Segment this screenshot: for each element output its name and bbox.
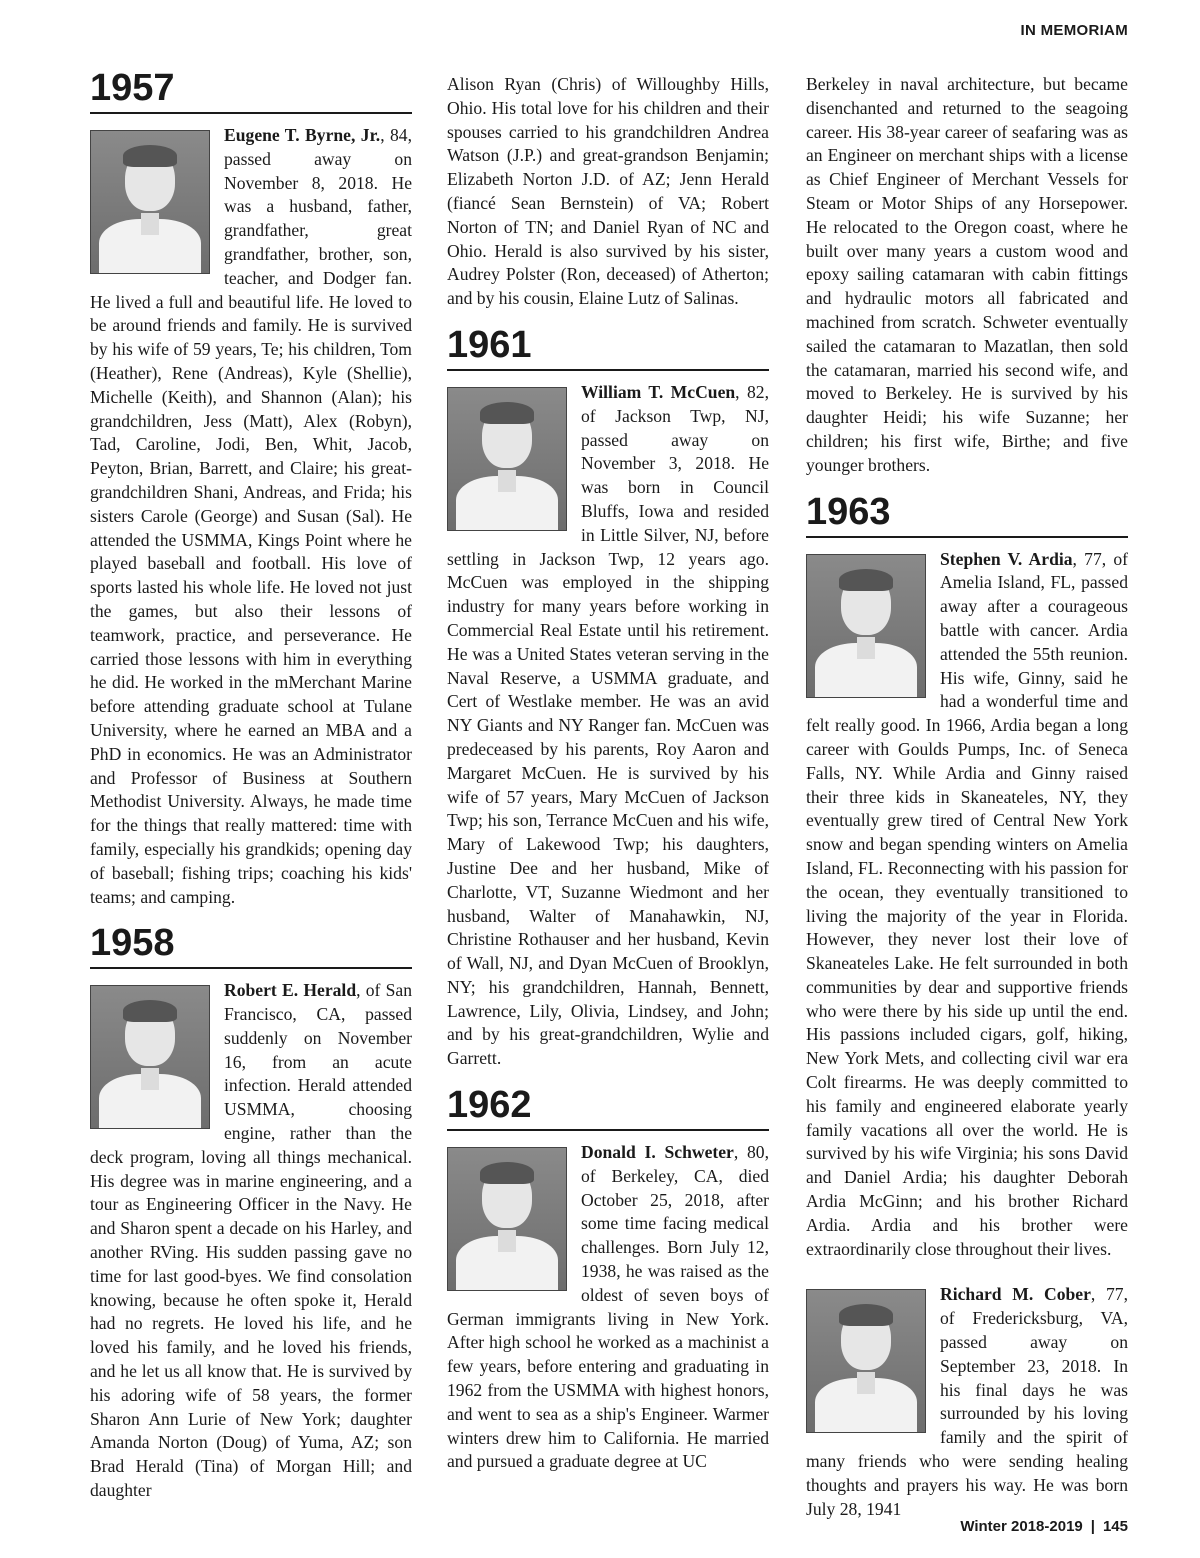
obituary-byrne [90,124,412,909]
obituary-schweter-continued [806,73,1128,478]
obituary-text: Alison Ryan (Chris) of Willoughby Hills, Ohio. His total love for his children and their spouses carried to his grandchildren Andrea Watson (J.P.) and great-grandson Benjamin; Elizabeth Norton J.D. of AZ; Jenn Herald (fiancé Sean Bernstein) of VA; Robert Norton of TN; and Daniel Ryan of NC and Ohio. Herald is also survived by his sister, Audrey Polster (Ron, deceased) of Atherton; and by his cousin, Elaine Lutz of Salinas. [447,74,769,309]
page-number: 145 [1102,1518,1128,1535]
obituary-text: , 84, passed away on November 8, 2018. He was a husband, father, grandfather, great grandfather, brother, son, teacher, and Dodger fan. He lived a full and beautiful life. He loved to be around friends and family. He is survived by his wife of 59 years, Te; his children, Tom (Heather), Rene (Andreas), Kyle (Shellie), Michelle (Keith), and Shannon (Alan); his grandchildren, Jess (Matt), Alex (Robyn), Tad, Caroline, Jodi, Ben, Whit, Jacob, Peyton, Brian, Barrett, and Claire; his great-grandchildren Shani, Andreas, and Frida; his sisters Carole (George) and Susan (Sal). He attended the USMMA, Kings Point where he played baseball and football. His love of sports lasted his whole life. He loved not just the games, but also their lessons of teamwork, practice, and perseverance. He carried those lessons with him in everything he did. He worked in the mMerchant Marine before attending graduate school at Tulane University, where he earned an MBA and a PhD in economics. He was an Administrator and Professor of Business at Southern Methodist University. Always, he made time for the things that really mattered: time with family, especially his grandkids; opening day of baseball; fishing trips; coaching his kids' teams; and camping. [90,125,412,907]
year-heading-1958: 1958 [90,923,412,969]
obituary-cober [806,1283,1128,1521]
obituary-mccuen [447,381,769,1071]
obituary-name: William T. McCuen [581,381,736,402]
page-footer [960,1518,1128,1535]
section-header: IN MEMORIAM [1020,22,1128,39]
obituary-name: Eugene T. Byrne, Jr. [224,125,381,145]
footer-separator: | [1090,1518,1095,1535]
year-heading-1962: 1962 [447,1085,769,1131]
portrait-photo-mccuen [447,387,567,531]
portrait-photo-ardia [806,554,926,698]
obituary-ardia [806,548,1128,1262]
column-2 [447,73,769,1474]
column-3 [806,73,1128,1521]
obituary-schweter [447,1141,769,1474]
obituary-text: Berkeley in naval architecture, but became disenchanted and returned to the seagoing career. His 38-year career of seafaring was as an Engineer on merchant ships with a license as Chief Engineer of Merchant Vessels for Steam or Motor Ships of any Horsepower. He relocated to the Oregon coast, where he built over many years a custom wood and epoxy sailing catamaran with cabin fittings and hydraulic motors all fabricated and machined from scratch. Schweter eventually sailed the catamaran to Mazatlan, then sold the catamaran, married his second wife, and moved to Berkeley. He is survived by his daughter Heidi; his wife Suzanne; her children; his first wife, Birthe; and five younger brothers. [806,74,1128,475]
issue-label: Winter 2018-2019 [960,1518,1083,1535]
obituary-name: Stephen V. Ardia [940,548,1073,569]
portrait-photo-byrne [90,130,210,274]
portrait-photo-schweter [447,1147,567,1291]
obituary-text: , 77, of Fredericksburg, VA, passed away on September 23, 2018. In his final days he was surrounded by his loving family and the spirit of many friends who were sending healing thoughts and prayers his way. He was born July 28, 1941 [806,1284,1128,1519]
portrait-photo-cober [806,1289,926,1433]
obituary-text: , 80, of Berkeley, CA, died October 25, 2018, after some time facing medical challenges. Born July 12, 1938, he was raised as the oldest of seven boys of German immigrants living in New York. After high school he worked as a machinist a few years, before entering and graduating in 1962 from the USMMA with highest honors, and went to sea as a ship's Engineer. Warmer winters drew him to California. He married and pursued a graduate degree at UC [447,1142,769,1472]
obituary-name: Robert E. Herald [224,980,357,1001]
obituary-herald [90,979,412,1503]
obituary-name: Donald I. Schweter [581,1142,734,1163]
obituary-text: , 77, of Amelia Island, FL, passed away after a courageous battle with cancer. Ardia attended the 55th reunion. His wife, Ginny, said he had a wonderful time and felt really good. In 1966, Ardia began a long career with Goulds Pumps, Inc. of Seneca Falls, NY. While Ardia and Ginny raised their three kids in Skaneateles, NY, they eventually grew tired of Central New York snow and began spending winters on Amelia Island, FL. Reconnecting with his passion for the ocean, they eventually transitioned to living the majority of the year in Florida. However, they never lost their love of Skaneateles Lake. He felt surrounded in both communities by dear and supportive friends who were there by his side up until the end. His passions included cigars, golf, hiking, New York Mets, and collecting civil war era Colt firearms. He was deeply committed to his family and engineered elaborate yearly family vacations all over the world. He is survived by his wife Virginia; his sons David and Daniel Ardia; his daughter Deborah Ardia McGinn; and his brother Richard Ardia. Ardia and his brother were extraordinarily close throughout their lives. [806,548,1128,1259]
column-1 [90,68,412,1503]
obituary-text: , 82, of Jackson Twp, NJ, passed away on November 3, 2018. He was born in Council Bluffs, Iowa and resided in Little Silver, NJ, before settling in Jackson Twp, 12 years ago. McCuen was employed in the shipping industry for many years before working in Commercial Real Estate until his retirement. He was a United States veteran serving in the Naval Reserve, a USMMA graduate, and Cert of Westlake member. He was an avid NY Giants and NY Ranger fan. McCuen was predeceased by his parents, Roy Aaron and Margaret McCuen. He is survived by his wife of 57 years, Mary McCuen of Jackson Twp; his son, Terrance McCuen and his wife, Mary of Lakewood Twp; his daughters, Justine Dee and her husband, Mike of Charlotte, VT, Suzanne Wiedmont and her husband, Walter of Manahawkin, NJ, Christine Rothauser and her husband, Kevin of Wall, NJ, and Dyan McCuen of Brooklyn, NY; his grandchildren, Hannah, Bennett, Lawrence, Lily, Olivia, Lindsey, and John; and by his great-grandchildren, Wylie and Garrett. [447,381,769,1069]
year-heading-1961: 1961 [447,325,769,371]
year-heading-1957: 1957 [90,68,412,114]
year-heading-1963: 1963 [806,492,1128,538]
obituary-herald-continued [447,73,769,311]
obituary-name: Richard M. Cober [940,1284,1091,1305]
portrait-photo-herald [90,985,210,1129]
obituary-text: , of San Francisco, CA, passed suddenly on November 16, from an acute infection. Herald attended USMMA, choosing engine, rather than the deck program, loving all things mechanical. His degree was in marine engineering, and a tour as Engineering Officer in the Navy. He and Sharon spent a decade on his Harley, and another RVing. His sudden passing gave no time for last good-byes. We find consolation knowing, because he often spoke it, Herald had no regrets. He loved his life, and he loved his family, and he loved his friends, and he let us all know that. He is survived by his adoring wife of 58 years, the former Sharon Ann Lurie of New York; daughter Amanda Norton (Doug) of Yuma, AZ; son Brad Herald (Tina) of Morgan Hill; and daughter [90,980,412,1501]
